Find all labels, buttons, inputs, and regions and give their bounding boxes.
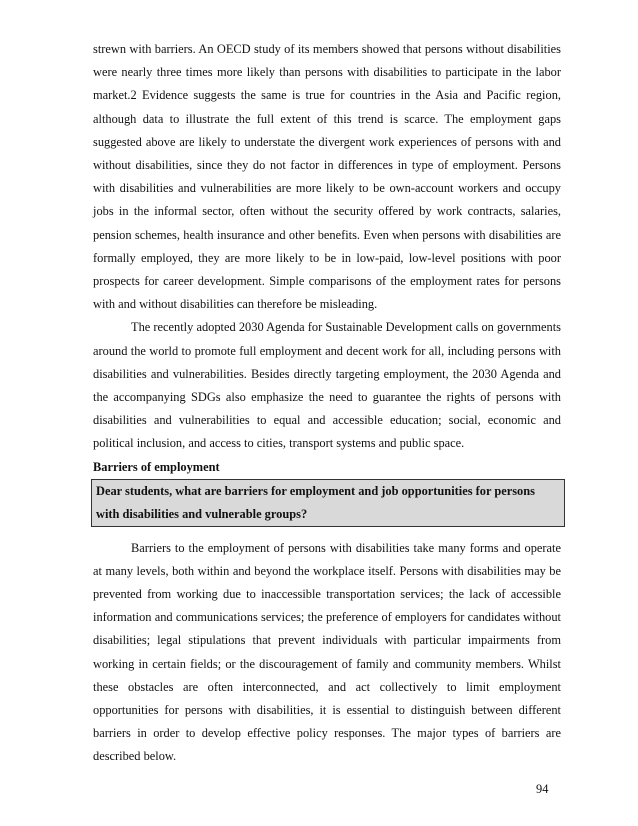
question-text: Dear students, what are barriers for employment and job opportunities for persons with disabilities and vulnerable groups? — [96, 483, 535, 521]
paragraph-oecd-study: strewn with barriers. An OECD study of its members showed that persons without disabilities were nearly three times more likely than persons with disabilities to participate in the labor market.2 Evidence suggests the same is true for countries in the Asia and Pacific region, although data to illustrate the full extent of this trend is scarce. The employment gaps suggested above are likely to understate the divergent work experiences of persons with and without disabilities, since they do not factor in differences in type of employment. Persons with disabilities and vulnerabilities are more likely to be own-account workers and occupy jobs in the informal sector, often without the security offered by work contracts, salaries, pension schemes, health insurance and other benefits. Even when persons with disabilities are formally employed, they are more likely to be in low-paid, low-level positions with poor prospects for career development. Simple comparisons of the employment rates for persons with and without disabilities can therefore be misleading. — [93, 42, 561, 312]
page-number: 94 — [536, 782, 549, 796]
paragraph-barriers: Barriers to the employment of persons with disabilities take many forms and operate at many levels, both within and beyond the workplace itself. Persons with disabilities may be prevented from working due to inaccessible transportation services; the lack of accessible information and communications services; the preference of employers for candidates without disabilities; legal stipulations that prevent individuals with particular impairments from working in certain fields; or the discouragement of family and community members. Whilst these obstacles are often interconnected, and act collectively to limit employment opportunities for persons with disabilities, it is essential to distinguish between different barriers in order to develop effective policy responses. The major types of barriers are described below. — [93, 540, 561, 764]
paragraph-2030-agenda: The recently adopted 2030 Agenda for Sustainable Development calls on governments around the world to promote full employment and decent work for all, including persons with disabilities and vulnerabilities. Besides directly targeting employment, the 2030 Agenda and the accompanying SDGs also emphasize the need to guarantee the rights of persons with disabilities and vulnerabilities to equal and accessible education; social, economic and political inclusion, and access to cities, transport systems and public space. — [93, 320, 561, 451]
document-page — [93, 38, 561, 769]
section-heading: Barriers of employment — [93, 459, 220, 474]
spacer — [93, 527, 561, 537]
question-box — [91, 479, 565, 527]
